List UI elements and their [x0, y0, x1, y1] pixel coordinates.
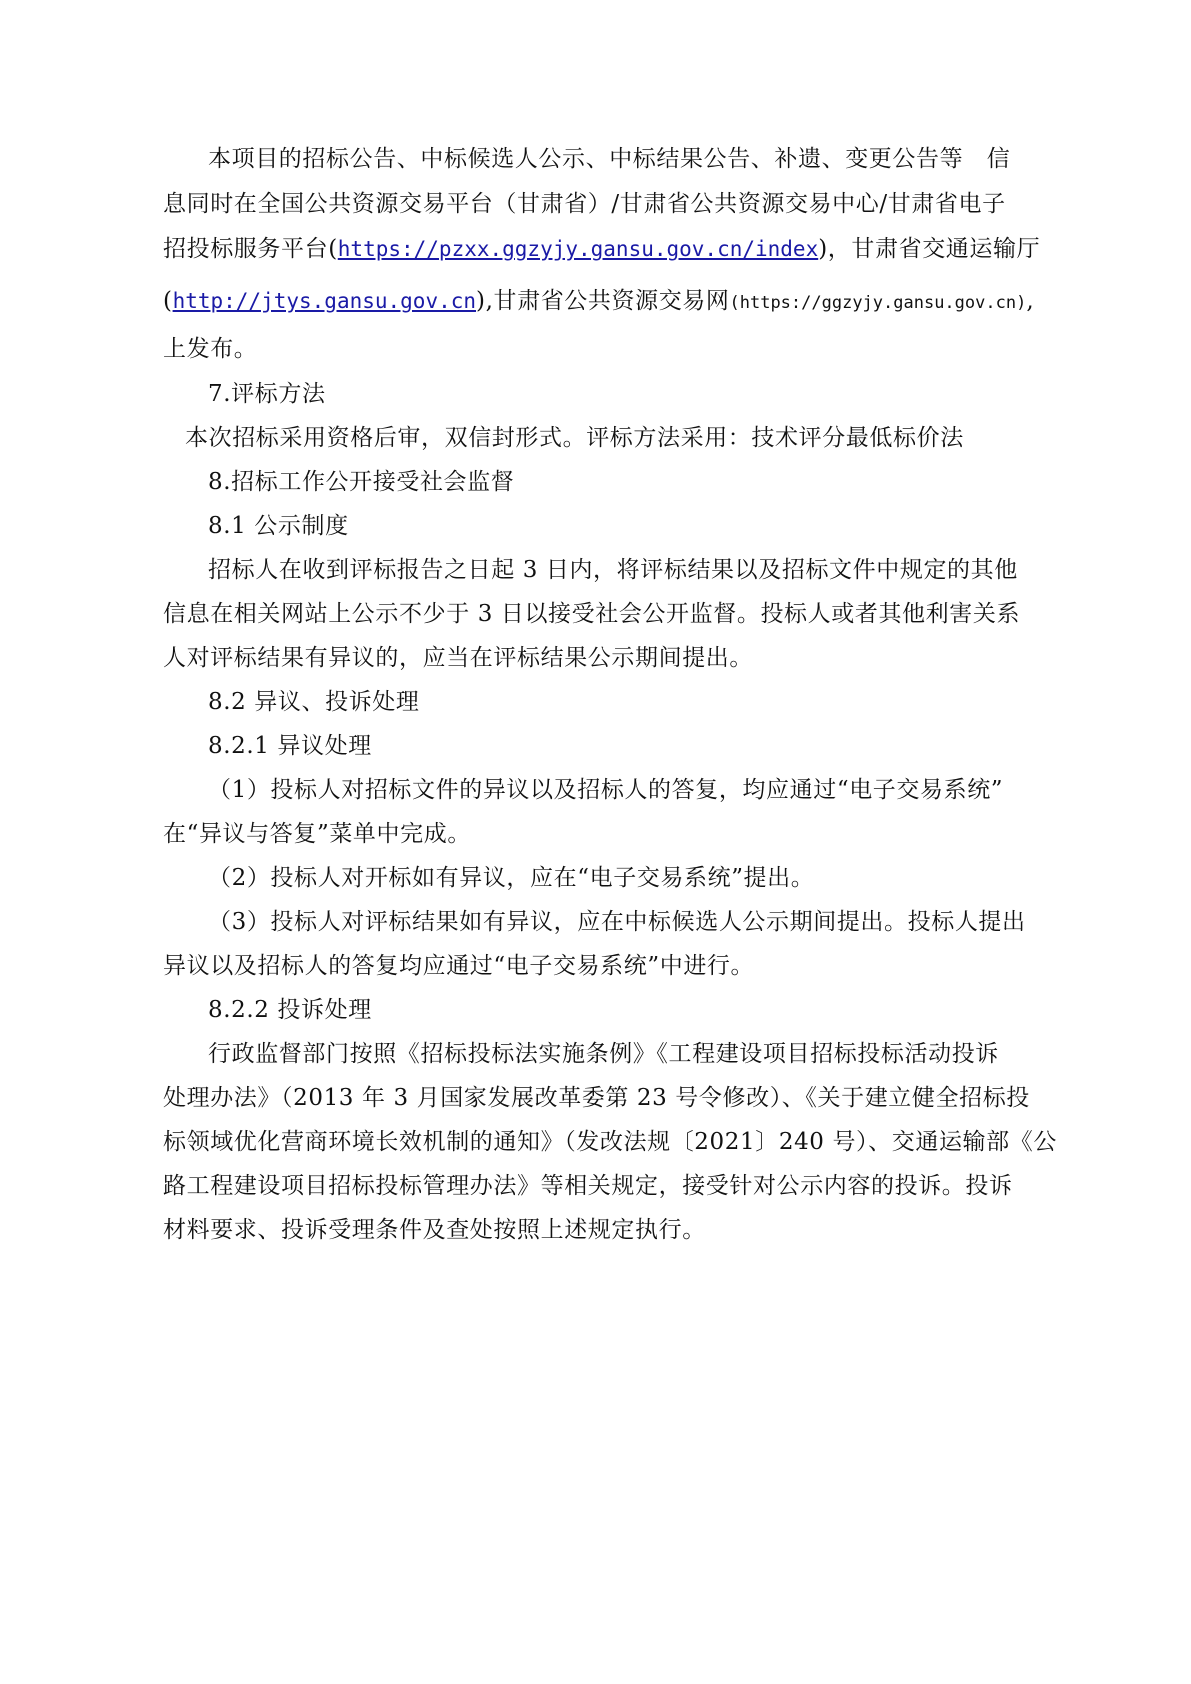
objection-item-3-line-1: （3）投标人对评标结果如有异议，应在中标候选人公示期间提出。投标人提出 [208, 909, 1026, 935]
paragraph-complaint-line-2: 处理办法》（2013 年 3 月国家发展改革委第 23 号令修改）、《关于建立健全招标投 [163, 1085, 1030, 1111]
paragraph-publish-line-5: 上发布。 [163, 336, 258, 362]
paragraph-complaint-line-1: 行政监督部门按照《招标投标法实施条例》《工程建设项目招标投标活动投诉 [208, 1041, 999, 1067]
text-segment: ),甘肃省公共资源交易网 [476, 288, 730, 314]
paragraph-publish-line-4 [163, 286, 1034, 318]
section-heading-8-2-1: 8.2.1 异议处理 [208, 733, 372, 759]
section-heading-8-2: 8.2 异议、投诉处理 [208, 689, 420, 715]
section-heading-8-1: 8.1 公示制度 [208, 513, 349, 539]
section-heading-7: 7.评标方法 [208, 381, 326, 407]
ggzyjy-url-text: (https://ggzyjy.gansu.gov.cn) [729, 293, 1027, 313]
paragraph-evaluation-method: 本次招标采用资格后审，双信封形式。评标方法采用：技术评分最低标价法 [185, 425, 964, 451]
paragraph-complaint-line-4: 路工程建设项目招标投标管理办法》等相关规定，接受针对公示内容的投诉。投诉 [163, 1173, 1013, 1199]
objection-item-2: （2）投标人对开标如有异议，应在“电子交易系统”提出。 [208, 865, 815, 891]
paragraph-publicity-line-3: 人对评标结果有异议的，应当在评标结果公示期间提出。 [163, 645, 753, 671]
pzxx-link[interactable]: https://pzxx.ggzyjy.gansu.gov.cn/index [337, 237, 819, 261]
paragraph-complaint-line-5: 材料要求、投诉受理条件及查处按照上述规定执行。 [163, 1217, 706, 1243]
text-segment: )，甘肃省交通运输厅 [818, 236, 1041, 262]
section-heading-8-2-2: 8.2.2 投诉处理 [208, 997, 372, 1023]
paragraph-publish-line-1: 本项目的招标公告、中标候选人公示、中标结果公告、补遗、变更公告等 信 [208, 146, 1011, 172]
objection-item-1-line-1: （1）投标人对招标文件的异议以及招标人的答复，均应通过“电子交易系统” [208, 777, 1004, 803]
paragraph-publish-line-2: 息同时在全国公共资源交易平台（甘肃省）/甘肃省公共资源交易中心/甘肃省电子 [163, 191, 1006, 217]
jtys-link[interactable]: http://jtys.gansu.gov.cn [172, 289, 477, 313]
text-segment: 招投标服务平台( [163, 236, 338, 262]
section-heading-8: 8.招标工作公开接受社会监督 [208, 469, 515, 495]
text-segment: , [1026, 288, 1035, 314]
paragraph-publicity-line-1: 招标人在收到评标报告之日起 3 日内，将评标结果以及招标文件中规定的其他 [208, 557, 1018, 583]
paragraph-publicity-line-2: 信息在相关网站上公示不少于 3 日以接受社会公开监督。投标人或者其他利害关系 [163, 601, 1021, 627]
text-segment: ( [163, 288, 173, 314]
objection-item-3-line-2: 异议以及招标人的答复均应通过“电子交易系统”中进行。 [163, 953, 755, 979]
paragraph-complaint-line-3: 标领域优化营商环境长效机制的通知》（发改法规〔2021〕240 号）、交通运输部《公 [163, 1129, 1057, 1155]
paragraph-publish-line-3 [163, 234, 1040, 264]
objection-item-1-line-2: 在“异议与答复”菜单中完成。 [163, 821, 471, 847]
